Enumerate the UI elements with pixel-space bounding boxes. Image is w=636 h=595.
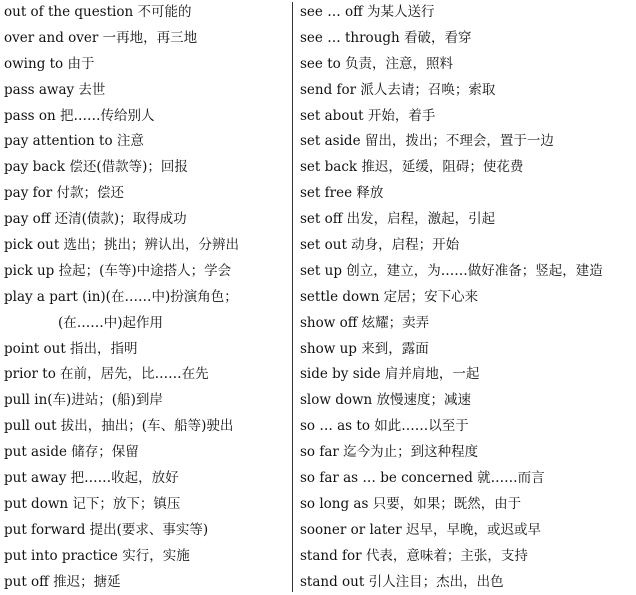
left-column <box>0 0 286 595</box>
column-divider <box>292 2 293 592</box>
phrase-entry: over and over 一再地，再三地 <box>4 29 198 46</box>
phrase-entry: prior to 在前，居先，比……在先 <box>4 366 209 383</box>
phrase-entry: pull in(车)进站；(船)到岸 <box>4 392 163 409</box>
phrase-entry: put aside 储存；保留 <box>4 444 139 461</box>
phrase-entry: pick up 捡起；(车等)中途搭人；学会 <box>4 262 232 279</box>
phrase-entry: see … through 看破，看穿 <box>300 29 472 46</box>
phrase-entry: put into practice 实行，实施 <box>4 547 190 564</box>
phrase-entry: so long as 只要，如果；既然，由于 <box>300 495 522 512</box>
phrase-entry: pay attention to 注意 <box>4 133 144 150</box>
phrase-entry: set up 创立，建立，为……做好准备；竖起，建造 <box>300 262 603 279</box>
phrase-entry: owing to 由于 <box>4 55 95 72</box>
phrase-entry: side by side 肩并肩地，一起 <box>300 366 480 383</box>
phrase-entry: set about 开始，着手 <box>300 107 436 124</box>
phrase-entry: put forward 提出(要求、事实等) <box>4 521 209 538</box>
phrase-entry: out of the question 不可能的 <box>4 4 192 20</box>
phrase-entry: put down 记下；放下；镇压 <box>4 495 181 512</box>
phrase-entry: put away 把……收起，放好 <box>4 470 179 487</box>
phrase-entry: stand out 引人注目；杰出，出色 <box>300 573 504 590</box>
phrase-entry: set free 释放 <box>300 185 384 202</box>
phrase-entry: settle down 定居；安下心来 <box>300 288 479 305</box>
phrase-entry: put off 推迟；搪延 <box>4 573 121 590</box>
phrase-entry-continuation: (在……中)起作用 <box>58 314 164 331</box>
phrase-entry: set aside 留出，拨出；不理会，置于一边 <box>300 133 554 150</box>
phrase-entry: stand for 代表，意味着；主张，支持 <box>300 547 528 564</box>
phrase-entry: pay off 还清(债款)；取得成功 <box>4 211 187 228</box>
phrase-entry: point out 指出，指明 <box>4 340 138 357</box>
right-column <box>300 0 636 595</box>
phrase-entry: show up 来到，露面 <box>300 340 429 357</box>
phrase-entry: show off 炫耀；卖弄 <box>300 314 430 331</box>
phrase-entry: pay for 付款；偿还 <box>4 185 124 202</box>
phrase-entry: pass away 去世 <box>4 81 106 98</box>
phrase-entry: pull out 拔出，抽出；(车、船等)驶出 <box>4 418 234 435</box>
phrase-entry: send for 派人去请；召唤；索取 <box>300 81 496 98</box>
phrase-entry: sooner or later 迟早，早晚，或迟或早 <box>300 521 542 538</box>
phrase-entry: so far as … be concerned 就……而言 <box>300 470 545 487</box>
phrase-entry: slow down 放慢速度；减速 <box>300 392 472 409</box>
phrase-entry: pass on 把……传给别人 <box>4 107 155 124</box>
phrase-entry: see to 负责，注意，照料 <box>300 55 454 72</box>
phrase-entry: pay back 偿还(借款等)；回报 <box>4 159 188 176</box>
phrase-entry: set out 动身，启程；开始 <box>300 237 460 254</box>
phrase-entry: see … off 为某人送行 <box>300 4 435 20</box>
phrase-entry: so … as to 如此……以至于 <box>300 418 469 435</box>
phrase-entry: set back 推迟，延缓，阻碍；使花费 <box>300 159 524 176</box>
phrase-entry: so far 迄今为止；到这种程度 <box>300 444 479 461</box>
phrase-entry: play a part (in)(在……中)扮演角色； <box>4 288 238 305</box>
phrase-entry: pick out 选出；挑出；辨认出，分辨出 <box>4 237 240 254</box>
phrase-entry: set off 出发，启程，激起，引起 <box>300 211 496 228</box>
